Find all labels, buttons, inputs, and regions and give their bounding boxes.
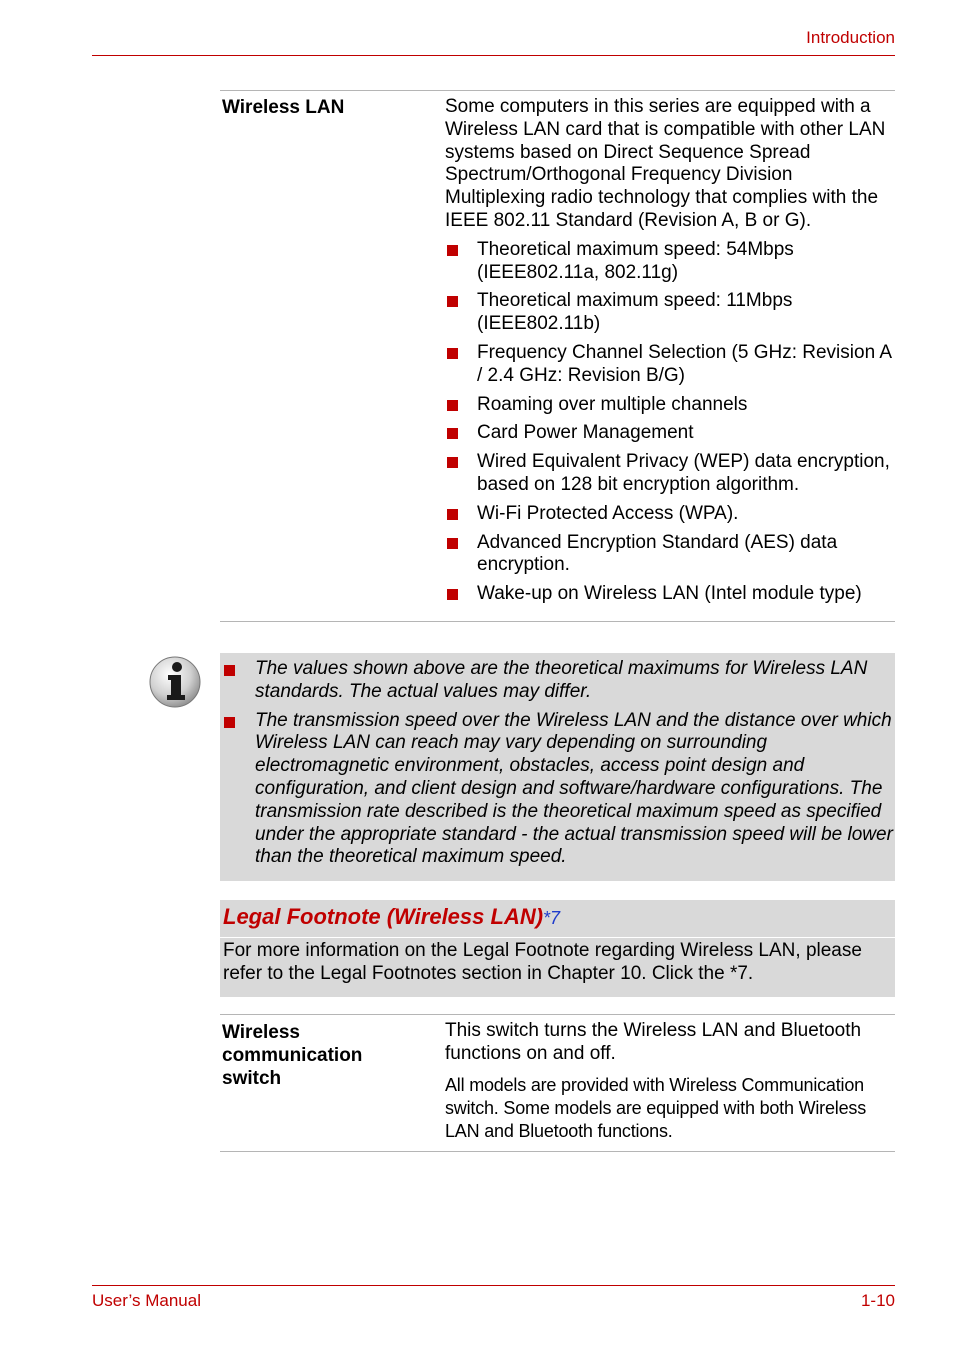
- list-item: Frequency Channel Selection (5 GHz: Revision A / 2.4 GHz: Revision B/G): [445, 342, 895, 388]
- list-item: Theoretical maximum speed: 54Mbps (IEEE802.11a, 802.11g): [445, 239, 895, 285]
- switch-desc-2: All models are provided with Wireless Communication switch. Some models are equipped with both Wireless LAN and Bluetooth functions.: [445, 1074, 867, 1141]
- bullet-square-icon: [447, 296, 458, 307]
- list-item: Roaming over multiple channels: [445, 394, 895, 417]
- switch-description: [445, 1020, 895, 1151]
- bullet-square-icon: [224, 717, 235, 728]
- wireless-lan-feature-list: [445, 239, 895, 606]
- list-item: Advanced Encryption Standard (AES) data encryption.: [445, 532, 895, 578]
- info-icon: [148, 655, 202, 709]
- switch-table: [220, 1014, 895, 1152]
- note-box: [220, 653, 895, 881]
- list-item: Card Power Management: [445, 422, 895, 445]
- bullet-square-icon: [447, 509, 458, 520]
- running-header: Introduction: [806, 28, 895, 47]
- list-item: Wired Equivalent Privacy (WEP) data encryption, based on 128 bit encryption algorithm.: [445, 451, 895, 497]
- header-rule: [92, 55, 895, 56]
- bullet-square-icon: [447, 457, 458, 468]
- list-item: Wi-Fi Protected Access (WPA).: [445, 503, 895, 526]
- legal-divider: [220, 937, 895, 938]
- switch-desc-1: This switch turns the Wireless LAN and Bluetooth functions on and off.: [445, 1020, 862, 1064]
- footer-manual-title: User’s Manual: [92, 1291, 201, 1310]
- legal-footnote-link[interactable]: *7: [543, 908, 561, 928]
- legal-footnote-text: For more information on the Legal Footnote regarding Wireless LAN, please refer to the Legal Footnotes section in Chapter 10. Click the *7.: [223, 940, 862, 984]
- list-item: Wake-up on Wireless LAN (Intel module type): [445, 583, 895, 606]
- bullet-square-icon: [447, 348, 458, 359]
- page-number: 1-10: [860, 1291, 895, 1310]
- legal-footnote-title: Legal Footnote (Wireless LAN)*7: [223, 904, 561, 929]
- bullet-square-icon: [447, 538, 458, 549]
- bullet-square-icon: [447, 245, 458, 256]
- note-list: [220, 653, 895, 869]
- list-item: Theoretical maximum speed: 11Mbps (IEEE802.11b): [445, 290, 895, 336]
- wireless-lan-term: Wireless LAN: [222, 97, 345, 118]
- switch-term: Wireless communication switch: [222, 1022, 363, 1089]
- footer-rule: [92, 1285, 895, 1286]
- wireless-lan-table: [220, 90, 895, 622]
- list-item: The transmission speed over the Wireless LAN and the distance over which Wireless LAN can reach may vary depending on surrounding electromagnetic environment, obstacles, access point design and configuration, and client design and software/hardware configurations. The transmission rate described is the theoretical maximum speed as specified under the appropriate standard - the actual transmission speed will be lower than the theoretical maximum speed.: [220, 710, 895, 870]
- legal-footnote-box: [220, 900, 895, 997]
- bullet-square-icon: [447, 589, 458, 600]
- bullet-square-icon: [224, 665, 235, 676]
- bullet-square-icon: [447, 428, 458, 439]
- bullet-square-icon: [447, 400, 458, 411]
- wireless-lan-intro: Some computers in this series are equipped with a Wireless LAN card that is compatible with other LAN systems based on Direct Sequence Spread Spectrum/Orthogonal Frequency Division Multiplexing radio technology that complies with the IEEE 802.11 Standard (Revision A, B or G).: [445, 96, 886, 231]
- wireless-lan-description: [445, 91, 895, 621]
- list-item: The values shown above are the theoretical maximums for Wireless LAN standards. The actual values may differ.: [220, 658, 895, 704]
